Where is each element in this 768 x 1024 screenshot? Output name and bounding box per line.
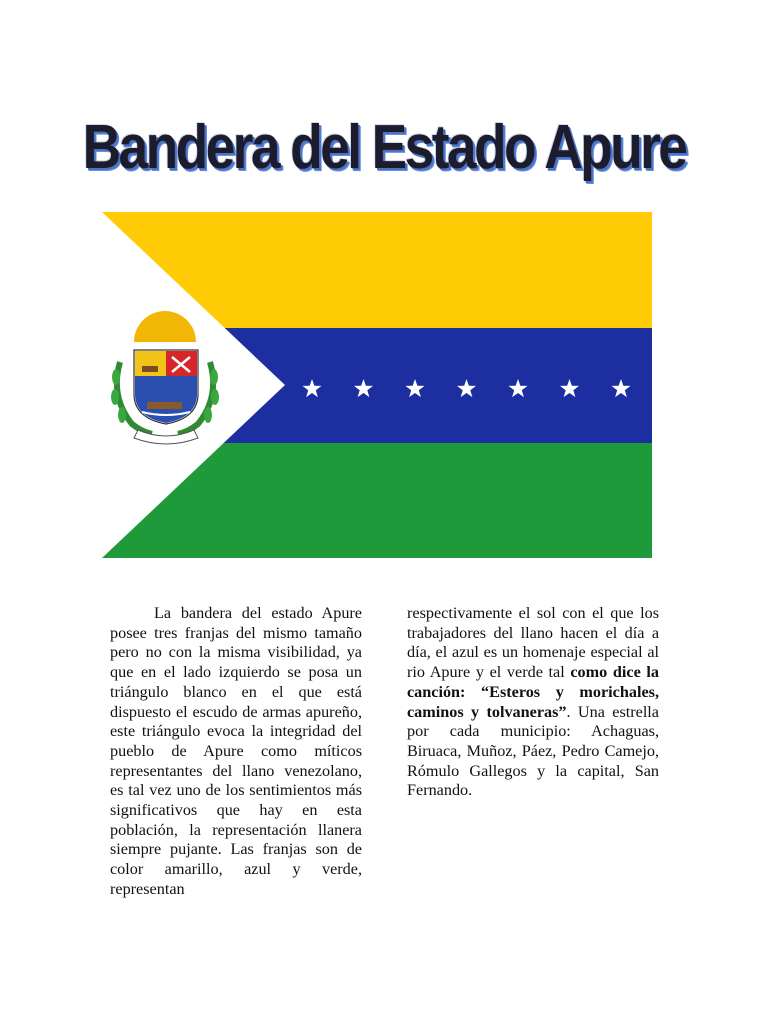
body-column-right [407,604,659,801]
apure-flag-image [102,212,652,558]
paragraph-right-text-a: respectivamente el sol con el que los trabajadores del llano hacen el día a día, el azul es un homenaje especial al rio Apure y el verde tal [407,604,659,682]
paragraph-right-text-b: . Una estrella por cada municipio: Achaguas, Biruaca, Muñoz, Páez, Pedro Camejo, Rómulo Gallegos y la capital, San Fernando. [407,702,659,800]
paragraph-right [407,604,659,801]
paragraph-right-quote: como dice la canción: “Esteros y morichales, caminos y tolvaneras” [407,663,659,721]
paragraph-left: La bandera del estado Apure posee tres franjas del mismo tamaño pero no con la misma visibilidad, ya que en el lado izquierdo se posa un triángulo blanco en el que está dispuesto el escudo de armas apureño, este triángulo evoca la integridad del pueblo de Apure como míticos representantes del llano venezolano, es tal vez uno de los sentimientos más significativos que hay en esta población, la representación llanera siempre pujante. Las franjas son de color amarillo, azul y verde, representan [110,604,362,898]
page-title: Bandera del Estado Apure [82,113,686,182]
body-column-left [110,604,362,900]
